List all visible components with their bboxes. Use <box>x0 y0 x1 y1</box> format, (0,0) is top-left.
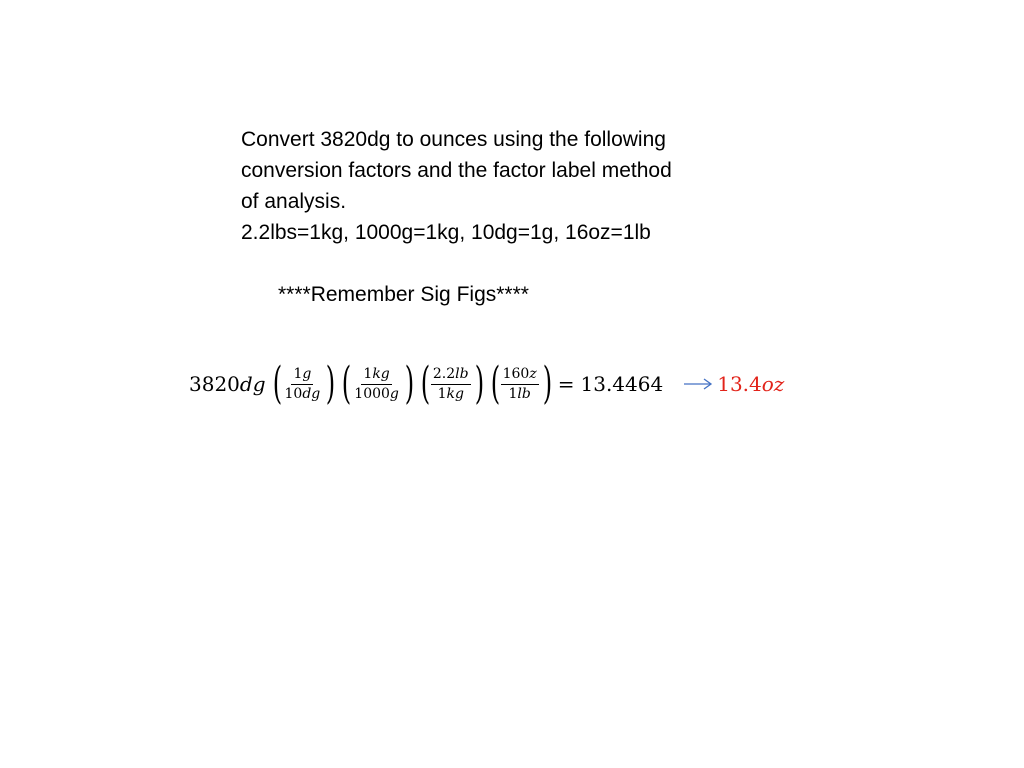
final-answer <box>717 372 784 396</box>
answer-unit: oz <box>761 372 785 396</box>
conversion-factors-line: 2.2lbs=1kg, 1000g=1kg, 10dg=1g, 16oz=1lb <box>241 221 651 244</box>
sig-figs-reminder: ****Remember Sig Figs**** <box>278 283 529 306</box>
left-paren: ( <box>341 358 352 409</box>
left-paren: ( <box>420 358 431 409</box>
fraction <box>352 366 401 403</box>
start-unit: dg <box>239 372 266 396</box>
denominator: 1kg <box>437 385 464 402</box>
numerator: 2.2lb <box>431 366 471 385</box>
problem-line-2: conversion factors and the factor label method <box>241 159 672 182</box>
conversion-equation <box>189 354 784 414</box>
fraction <box>501 366 539 403</box>
equals-sign: = <box>557 372 575 396</box>
answer-value: 13.4 <box>717 372 762 396</box>
calculated-result: 13.4464 <box>580 372 664 396</box>
conversion-factor-2 <box>339 358 415 409</box>
denominator: 10dg <box>284 385 321 402</box>
arrow-right-icon <box>683 377 713 391</box>
left-paren: ( <box>272 358 282 409</box>
start-value: 3820 <box>189 372 240 396</box>
right-paren: ) <box>474 358 484 409</box>
numerator: 160z <box>501 366 539 385</box>
left-paren: ( <box>490 358 500 409</box>
conversion-factor-1 <box>270 358 336 409</box>
denominator: 1lb <box>508 385 531 402</box>
conversion-factor-4 <box>488 358 552 409</box>
fraction <box>431 366 471 403</box>
problem-statement <box>241 124 761 248</box>
problem-line-1: Convert 3820dg to ounces using the following <box>241 128 666 151</box>
right-paren: ) <box>542 358 552 409</box>
fraction <box>283 366 323 403</box>
right-paren: ) <box>325 358 336 409</box>
problem-line-3: of analysis. <box>241 190 347 213</box>
right-paren: ) <box>404 358 415 409</box>
numerator: 1kg <box>361 366 391 385</box>
denominator: 1000g <box>354 385 399 402</box>
numerator: 1g <box>291 366 313 385</box>
conversion-factor-3 <box>418 358 484 409</box>
